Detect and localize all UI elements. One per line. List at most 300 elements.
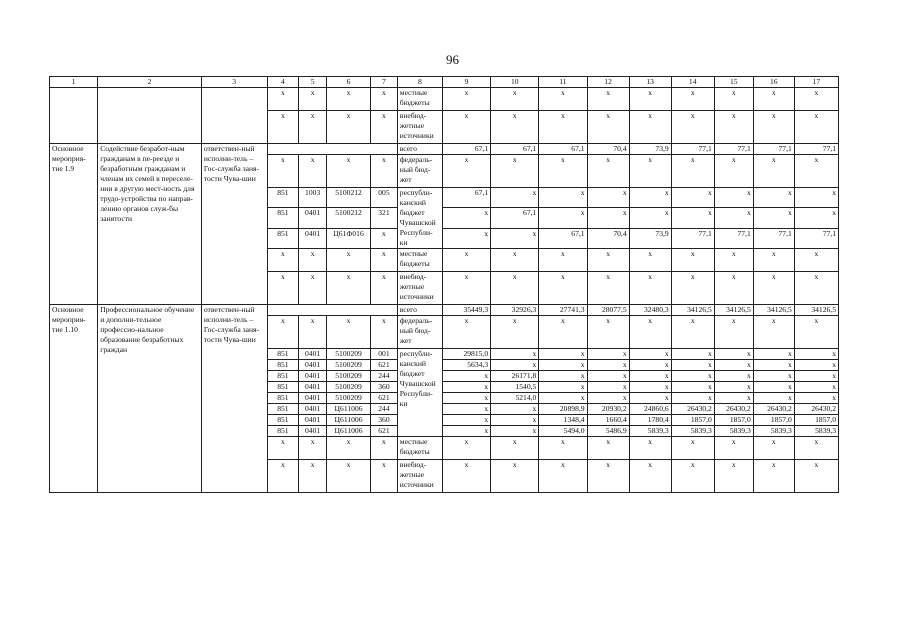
- code-cell: 851: [267, 188, 299, 208]
- funding-source: местные бюджеты: [397, 88, 442, 111]
- value-cell: x: [714, 349, 753, 360]
- x-cell: x: [442, 272, 490, 305]
- value-cell: 1660,4: [587, 415, 629, 426]
- value-cell: 77,1: [671, 228, 714, 248]
- code-cell: x: [371, 228, 398, 248]
- x-cell: x: [671, 249, 714, 272]
- value-cell: x: [671, 188, 714, 208]
- value-cell: x: [539, 349, 587, 360]
- funding-source: внебюд-жетные источники: [397, 460, 442, 493]
- x-cell: x: [491, 437, 539, 460]
- value-cell: x: [587, 208, 629, 228]
- table-row: [50, 88, 839, 111]
- code-cell: Ц611006: [326, 415, 370, 426]
- code-cell: 851: [267, 349, 299, 360]
- value-cell: x: [794, 371, 838, 382]
- value-cell: x: [753, 360, 794, 371]
- value-cell: x: [714, 208, 753, 228]
- x-cell: x: [671, 316, 714, 349]
- code-cell: 1003: [299, 188, 327, 208]
- value-cell: 29815,0: [442, 349, 490, 360]
- total-value: 77,1: [671, 144, 714, 155]
- x-cell: x: [371, 272, 398, 305]
- value-cell: x: [491, 188, 539, 208]
- x-cell: x: [442, 88, 490, 111]
- x-cell: x: [539, 272, 587, 305]
- x-cell: x: [326, 460, 370, 493]
- x-cell: x: [539, 111, 587, 144]
- x-cell: x: [491, 249, 539, 272]
- funding-source: федераль-ный бюд-жет: [397, 155, 442, 188]
- value-cell: 1857,0: [714, 415, 753, 426]
- x-cell: x: [753, 155, 794, 188]
- funding-source: всего: [397, 144, 442, 155]
- code-cell: 0401: [299, 228, 327, 248]
- value-cell: 1857,0: [671, 415, 714, 426]
- value-cell: 70,4: [587, 228, 629, 248]
- code-cell: 244: [371, 371, 398, 382]
- value-cell: x: [671, 349, 714, 360]
- x-cell: x: [714, 155, 753, 188]
- value-cell: 20930,2: [587, 404, 629, 415]
- value-cell: 5839,3: [794, 426, 838, 437]
- x-cell: x: [629, 249, 671, 272]
- code-cell: 5100209: [326, 360, 370, 371]
- value-cell: 77,1: [753, 228, 794, 248]
- code-cell: 005: [371, 188, 398, 208]
- value-cell: x: [491, 228, 539, 248]
- value-cell: x: [491, 415, 539, 426]
- x-cell: x: [753, 111, 794, 144]
- code-cell: 851: [267, 404, 299, 415]
- x-cell: x: [267, 249, 299, 272]
- code-cell: 360: [371, 382, 398, 393]
- value-cell: 1857,0: [753, 415, 794, 426]
- x-cell: x: [629, 272, 671, 305]
- x-cell: x: [299, 111, 327, 144]
- value-cell: x: [442, 371, 490, 382]
- code-cell: 621: [371, 393, 398, 404]
- funding-source: федераль-ный бюд-жет: [397, 316, 442, 349]
- value-cell: x: [629, 208, 671, 228]
- x-cell: x: [539, 155, 587, 188]
- value-cell: x: [539, 188, 587, 208]
- x-cell: x: [267, 437, 299, 460]
- x-cell: x: [442, 316, 490, 349]
- value-cell: x: [629, 371, 671, 382]
- value-cell: x: [442, 415, 490, 426]
- x-cell: x: [794, 249, 838, 272]
- x-cell: x: [753, 88, 794, 111]
- x-cell: x: [491, 272, 539, 305]
- value-cell: 5839,3: [671, 426, 714, 437]
- x-cell: x: [299, 249, 327, 272]
- x-cell: x: [299, 272, 327, 305]
- value-cell: x: [491, 404, 539, 415]
- x-cell: x: [629, 316, 671, 349]
- measure-description: Профессиональное обучение и дополни-тельное профессио-нальное образование безработных граждан: [98, 305, 202, 493]
- x-cell: x: [714, 249, 753, 272]
- funding-source: республи-канский бюджет Чувашской Республи-ки: [397, 188, 442, 249]
- value-cell: x: [442, 228, 490, 248]
- x-cell: x: [539, 437, 587, 460]
- column-header: 3: [201, 77, 267, 88]
- budget-table: [49, 76, 839, 493]
- total-value: 34126,5: [671, 305, 714, 316]
- code-cell: 360: [371, 415, 398, 426]
- code-cell: 5100212: [326, 208, 370, 228]
- x-cell: x: [371, 460, 398, 493]
- total-value: 73,9: [629, 144, 671, 155]
- code-cell: 0401: [299, 371, 327, 382]
- x-cell: x: [326, 272, 370, 305]
- x-cell: x: [794, 155, 838, 188]
- x-cell: x: [299, 460, 327, 493]
- code-cell: 851: [267, 393, 299, 404]
- value-cell: x: [629, 382, 671, 393]
- page-number: 96: [446, 52, 459, 67]
- x-cell: x: [491, 460, 539, 493]
- total-value: 67,1: [539, 144, 587, 155]
- total-value: 28077,5: [587, 305, 629, 316]
- executor: ответствен-ный исполни-тель – Гос-служба заня-тости Чува-шии: [201, 144, 267, 305]
- x-cell: x: [371, 88, 398, 111]
- value-cell: 26171,8: [491, 371, 539, 382]
- value-cell: 26430,2: [671, 404, 714, 415]
- x-cell: x: [587, 316, 629, 349]
- value-cell: x: [587, 188, 629, 208]
- value-cell: x: [539, 371, 587, 382]
- x-cell: x: [267, 460, 299, 493]
- x-cell: x: [371, 437, 398, 460]
- total-value: 77,1: [794, 144, 838, 155]
- total-value: 34126,5: [714, 305, 753, 316]
- value-cell: 5486,9: [587, 426, 629, 437]
- x-cell: x: [326, 111, 370, 144]
- value-cell: x: [671, 371, 714, 382]
- x-cell: x: [267, 88, 299, 111]
- code-cell: 244: [371, 404, 398, 415]
- funding-source: всего: [397, 305, 442, 316]
- value-cell: x: [714, 371, 753, 382]
- value-cell: x: [629, 393, 671, 404]
- measure-name: Основное мероприя-тие 1.10: [50, 305, 98, 493]
- x-cell: x: [714, 272, 753, 305]
- column-header: 10: [491, 77, 539, 88]
- x-cell: x: [714, 437, 753, 460]
- funding-source: внебюд-жетные источники: [397, 111, 442, 144]
- x-cell: x: [794, 437, 838, 460]
- value-cell: x: [753, 382, 794, 393]
- code-cell: 851: [267, 426, 299, 437]
- code-cell: 001: [371, 349, 398, 360]
- blank-cell: [98, 88, 202, 144]
- x-cell: x: [539, 249, 587, 272]
- value-cell: x: [442, 382, 490, 393]
- total-value: 34126,5: [753, 305, 794, 316]
- value-cell: x: [629, 360, 671, 371]
- code-cell: 0401: [299, 382, 327, 393]
- value-cell: x: [587, 371, 629, 382]
- x-cell: x: [299, 437, 327, 460]
- x-cell: x: [326, 316, 370, 349]
- table-row: [50, 305, 839, 316]
- total-value: 34126,5: [794, 305, 838, 316]
- code-cell: 5100209: [326, 349, 370, 360]
- x-cell: x: [671, 272, 714, 305]
- value-cell: x: [714, 188, 753, 208]
- value-cell: x: [442, 404, 490, 415]
- value-cell: x: [442, 208, 490, 228]
- funding-source: местные бюджеты: [397, 249, 442, 272]
- value-cell: 24860,6: [629, 404, 671, 415]
- x-cell: x: [326, 88, 370, 111]
- x-cell: x: [491, 155, 539, 188]
- total-value: 32480,3: [629, 305, 671, 316]
- code-cell: 851: [267, 415, 299, 426]
- column-header: 7: [371, 77, 398, 88]
- x-cell: x: [587, 460, 629, 493]
- table-row: [50, 144, 839, 155]
- code-cell: 5100209: [326, 393, 370, 404]
- x-cell: x: [629, 88, 671, 111]
- total-value: 77,1: [714, 144, 753, 155]
- x-cell: x: [491, 88, 539, 111]
- total-value: 77,1: [753, 144, 794, 155]
- value-cell: 20898,9: [539, 404, 587, 415]
- value-cell: x: [671, 208, 714, 228]
- value-cell: 73,9: [629, 228, 671, 248]
- x-cell: x: [371, 249, 398, 272]
- executor: ответствен-ный исполни-тель – Гос-служба заня-тости Чува-шии: [201, 305, 267, 493]
- value-cell: x: [753, 393, 794, 404]
- x-cell: x: [326, 249, 370, 272]
- x-cell: x: [267, 111, 299, 144]
- x-cell: x: [267, 155, 299, 188]
- code-cell: 851: [267, 228, 299, 248]
- value-cell: 67,1: [442, 188, 490, 208]
- value-cell: x: [442, 393, 490, 404]
- x-cell: x: [442, 460, 490, 493]
- header-row: [50, 77, 839, 88]
- x-cell: x: [714, 316, 753, 349]
- x-cell: x: [587, 155, 629, 188]
- x-cell: x: [671, 437, 714, 460]
- code-cell: 0401: [299, 404, 327, 415]
- value-cell: 1857,0: [794, 415, 838, 426]
- value-cell: x: [794, 208, 838, 228]
- x-cell: x: [753, 249, 794, 272]
- value-cell: x: [587, 349, 629, 360]
- x-cell: x: [587, 111, 629, 144]
- table-body: [50, 77, 839, 493]
- x-cell: x: [587, 88, 629, 111]
- x-cell: x: [326, 155, 370, 188]
- x-cell: x: [794, 272, 838, 305]
- value-cell: x: [753, 349, 794, 360]
- x-cell: x: [326, 437, 370, 460]
- code-cell: 0401: [299, 393, 327, 404]
- x-cell: x: [267, 316, 299, 349]
- code-cell: Ц61Ф016: [326, 228, 370, 248]
- x-cell: x: [587, 437, 629, 460]
- column-header: 4: [267, 77, 299, 88]
- value-cell: x: [794, 382, 838, 393]
- x-cell: x: [539, 88, 587, 111]
- value-cell: x: [629, 188, 671, 208]
- value-cell: 77,1: [794, 228, 838, 248]
- value-cell: x: [539, 208, 587, 228]
- x-cell: x: [753, 272, 794, 305]
- value-cell: x: [629, 349, 671, 360]
- column-header: 11: [539, 77, 587, 88]
- value-cell: x: [491, 349, 539, 360]
- column-header: 17: [794, 77, 838, 88]
- code-cell: 621: [371, 360, 398, 371]
- total-value: 70,4: [587, 144, 629, 155]
- value-cell: x: [794, 360, 838, 371]
- x-cell: x: [371, 155, 398, 188]
- value-cell: x: [794, 349, 838, 360]
- code-cell: 5100212: [326, 188, 370, 208]
- value-cell: 26430,2: [753, 404, 794, 415]
- value-cell: 1780,4: [629, 415, 671, 426]
- funding-source: внебюд-жетные источники: [397, 272, 442, 305]
- value-cell: 77,1: [714, 228, 753, 248]
- value-cell: x: [587, 382, 629, 393]
- x-cell: x: [753, 437, 794, 460]
- total-value: 27741,3: [539, 305, 587, 316]
- column-header: 5: [299, 77, 327, 88]
- value-cell: 1540,5: [491, 382, 539, 393]
- value-cell: 5634,3: [442, 360, 490, 371]
- code-cell: 321: [371, 208, 398, 228]
- x-cell: x: [671, 88, 714, 111]
- value-cell: x: [539, 360, 587, 371]
- x-cell: x: [539, 316, 587, 349]
- value-cell: 26430,2: [794, 404, 838, 415]
- code-cell: 5100209: [326, 371, 370, 382]
- x-cell: x: [714, 460, 753, 493]
- column-header: 13: [629, 77, 671, 88]
- value-cell: 5839,3: [753, 426, 794, 437]
- value-cell: x: [753, 371, 794, 382]
- value-cell: 5839,3: [629, 426, 671, 437]
- x-cell: x: [299, 88, 327, 111]
- x-cell: x: [671, 111, 714, 144]
- x-cell: x: [299, 316, 327, 349]
- x-cell: x: [629, 460, 671, 493]
- value-cell: x: [671, 360, 714, 371]
- total-value: 35449,3: [442, 305, 490, 316]
- column-header: 12: [587, 77, 629, 88]
- column-header: 6: [326, 77, 370, 88]
- code-cell: 851: [267, 382, 299, 393]
- x-cell: x: [794, 316, 838, 349]
- value-cell: x: [753, 188, 794, 208]
- column-header: 2: [98, 77, 202, 88]
- value-cell: x: [671, 393, 714, 404]
- value-cell: x: [794, 188, 838, 208]
- code-cell: Ц611006: [326, 404, 370, 415]
- code-cell: 0401: [299, 349, 327, 360]
- x-cell: x: [671, 155, 714, 188]
- x-cell: x: [442, 437, 490, 460]
- x-cell: x: [371, 316, 398, 349]
- value-cell: x: [491, 360, 539, 371]
- x-cell: x: [794, 111, 838, 144]
- total-value: 67,1: [442, 144, 490, 155]
- code-cell: 5100209: [326, 382, 370, 393]
- value-cell: x: [587, 393, 629, 404]
- x-cell: x: [753, 316, 794, 349]
- x-cell: x: [371, 111, 398, 144]
- x-cell: x: [714, 88, 753, 111]
- code-cell: 0401: [299, 415, 327, 426]
- measure-name: Основное мероприя-тие 1.9: [50, 144, 98, 305]
- total-value: 32926,3: [491, 305, 539, 316]
- x-cell: x: [753, 460, 794, 493]
- code-cell: 851: [267, 360, 299, 371]
- x-cell: x: [587, 272, 629, 305]
- x-cell: x: [794, 88, 838, 111]
- x-cell: x: [442, 155, 490, 188]
- blank-cell: [267, 144, 397, 155]
- x-cell: x: [442, 249, 490, 272]
- x-cell: x: [267, 272, 299, 305]
- value-cell: x: [539, 382, 587, 393]
- column-header: 1: [50, 77, 98, 88]
- code-cell: 0401: [299, 426, 327, 437]
- value-cell: 5214,0: [491, 393, 539, 404]
- measure-description: Содействие безработ-ным гражданам в пе-реезде и безработным гражданам и членам их семей в переселе-нии в другую мест-ность для трудо-устройства по направ-лению органов служ-бы занятости: [98, 144, 202, 305]
- code-cell: 0401: [299, 208, 327, 228]
- x-cell: x: [442, 111, 490, 144]
- value-cell: 5494,0: [539, 426, 587, 437]
- x-cell: x: [629, 437, 671, 460]
- total-value: 67,1: [491, 144, 539, 155]
- value-cell: x: [714, 393, 753, 404]
- value-cell: 67,1: [539, 228, 587, 248]
- code-cell: Ц611006: [326, 426, 370, 437]
- value-cell: x: [671, 382, 714, 393]
- value-cell: x: [587, 360, 629, 371]
- x-cell: x: [629, 155, 671, 188]
- code-cell: 0401: [299, 360, 327, 371]
- value-cell: 5839,3: [714, 426, 753, 437]
- column-header: 14: [671, 77, 714, 88]
- funding-source: республи-канский бюджет Чувашской Республи-ки: [397, 349, 442, 437]
- x-cell: x: [491, 111, 539, 144]
- funding-source: местные бюджеты: [397, 437, 442, 460]
- column-header: 16: [753, 77, 794, 88]
- x-cell: x: [299, 155, 327, 188]
- value-cell: 67,1: [491, 208, 539, 228]
- x-cell: x: [491, 316, 539, 349]
- value-cell: x: [794, 393, 838, 404]
- code-cell: 851: [267, 208, 299, 228]
- x-cell: x: [671, 460, 714, 493]
- blank-cell: [267, 305, 397, 316]
- x-cell: x: [794, 460, 838, 493]
- code-cell: 851: [267, 371, 299, 382]
- value-cell: x: [539, 393, 587, 404]
- value-cell: 26430,2: [714, 404, 753, 415]
- value-cell: x: [442, 426, 490, 437]
- code-cell: 621: [371, 426, 398, 437]
- blank-cell: [201, 88, 267, 144]
- x-cell: x: [587, 249, 629, 272]
